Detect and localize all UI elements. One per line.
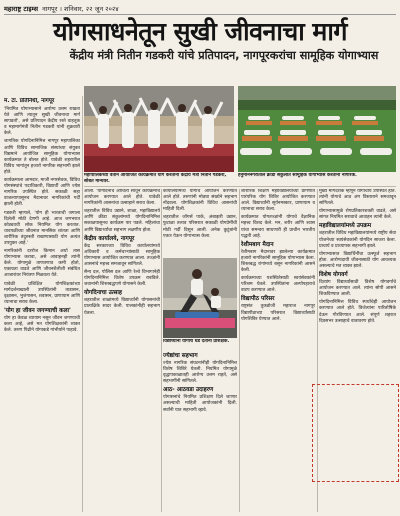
- dateline: नागपूर । शनिवार, २२ जून २०२४: [42, 4, 119, 13]
- article-column-4: [241, 189, 315, 512]
- article-paragraph: योग हा केवळ व्यायाम नसून जीवन जगण्याची कला आहे, असे मत योगशिक्षकांनी व्यक्त केले. तरुण पिढीने योगाकडे गांभीर्याने पाहावे.: [4, 315, 80, 334]
- article-paragraph: शहरातील शाळांमध्ये विद्यार्थ्यांनी योगासनांची प्रात्यक्षिके सादर केली. पालकांनीही सहभाग घेतला.: [84, 298, 160, 316]
- article-paragraph: मुख्य मार्गदर्शक म्हणून योगाचार्य उपस्थित होते. त्यांनी योगाचे आठ अंग विस्ताराने समजावून सांगितले.: [319, 189, 396, 207]
- article-column-3-top: [163, 189, 237, 257]
- article-paragraph: कार्यक्रमात योगतज्ज्ञांनी योगाचे वैज्ञानिक महत्त्व विशद केले. मन, शरीर आणि श्वास यांचा समन्वय साधणारी ही प्राचीन भारतीय पद्धती आहे.: [241, 215, 315, 239]
- article-paragraph: आली. 'योगदिनाचे औचित्य साधून कार्यक्रमाचे आयोजन करण्यात आले होते. यावेळी नागरिकांनी आसनांचा उत्साहाने सराव केला.: [84, 189, 160, 207]
- photo-caption: हनुमाननगरातील क्रीडा संकुलात सामूहिक योगाभ्यास करताना नागरिक.: [238, 173, 357, 178]
- photo-mass-yoga: [238, 86, 396, 172]
- photo-yoga-stage: [84, 86, 234, 172]
- column-divider: [239, 189, 240, 512]
- article-paragraph: शहरातील विविध महाविद्यालयांमध्ये राष्ट्रीय सेवा योजनेच्या स्वयंसेवकांनी योगदिन साजरा केला. प्राचार्य व प्राध्यापक सहभागी झाले.: [319, 231, 396, 249]
- article-subheading: विद्यापीठ परिसर: [241, 296, 275, 303]
- article-subheading: महाविद्यालयांमध्ये उपक्रम: [319, 223, 372, 230]
- article-paragraph: दिव्यांग विद्यार्थ्यांसाठी विशेष योगवर्गाचे आयोजन करण्यात आले. त्यांना सोपी आसने शिकविण्यात आली.: [319, 280, 396, 298]
- article-paragraph: योगासनांचे नियमित प्रशिक्षण दिले जाणार असल्याची माहिती आयोजकांनी दिली. सर्वांनी यात सहभागी व्हावे.: [163, 395, 237, 413]
- photo-student-yoga: [163, 258, 237, 338]
- column-divider: [161, 189, 162, 512]
- article-paragraph: नागरिकांनी दररोज किमान अर्धा तास योगाभ्यास करावा, असे आवाहनही त्यांनी केले. योगामुळे ताणतणाव कमी होतो, एकाग्रता वाढते आणि जीवनशैलीशी संबंधित आजारांवर नियंत्रण मिळवता येते.: [4, 249, 80, 279]
- article-paragraph: ज्येष्ठ नागरिक संघटनांनीही योगदिनानिमित्त विशेष शिबिरे घेतली. नियमित योगामुळे वृद्धापकाळातही आरोग्य उत्तम राहते, असे सहभागींनी सांगितले.: [163, 361, 237, 385]
- article-subheading: रेशीमबाग मैदान: [241, 241, 274, 248]
- paper-name: महाराष्ट्र टाइम्स: [4, 4, 39, 13]
- article-paragraph: योगाभ्यासामुळे रोगप्रतिकारशक्ती वाढते, असे सांगत नियमित सरावाचे आवाहन त्यांनी केले.: [319, 209, 396, 221]
- article-paragraph: केंद्र सरकारच्या विविध कार्यालयांमध्ये अधिकारी व कर्मचाऱ्यांसाठी सामूहिक योगाभ्यास आयोजित करण्यात आला. तज्ज्ञांनी आसनांचे महत्त्व समजावून सांगितले.: [84, 243, 160, 267]
- article-column-1: [4, 98, 80, 512]
- article-paragraph: 'नियमित योगाभ्यासाने आरोग्य उत्तम राखता येते आणि त्यातून सुखी जीवनाचा मार्ग सापडतो', असे प्रतिपादन केंद्रीय रस्ते वाहतूक व महामार्गमंत्री नितीन गडकरी यांनी शुक्रवारी केले.: [4, 107, 80, 137]
- article-paragraph: कार्यक्रमाला आमदार, माजी नगरसेवक, विविध योगसंस्थांचे पदाधिकारी, विद्यार्थी आणि ज्येष्ठ नागरिक उपस्थित होते. सकाळी सहा वाजल्यापासूनच मैदानावर नागरिकांची गर्दी झाली होती.: [4, 178, 80, 208]
- photo-caption: महापालिकेच्या वतीने आयोजित कार्यक्रमात योग करताना केंद्रीय मंत्री नितीन गडकरी, सोबत मान्यवर.: [84, 173, 227, 184]
- article-paragraph: योगाभ्यासात विद्यार्थिनींचा उत्स्फूर्त सहभाग होता. आरोग्यदायी जीवनासाठी योग आवश्यक असल्याचे मत व्यक्त झाले.: [319, 251, 396, 269]
- article-subheading: ज्येष्ठांचा सहभाग: [163, 353, 198, 359]
- article-paragraph: रेशीमबाग मैदानावर झालेल्या कार्यक्रमात हजारो नागरिकांनी सामूहिक योगाभ्यास केला. शिस्तबद्ध रांगांमध्ये बसून नागरिकांनी आसने केली.: [241, 249, 315, 274]
- article-paragraph: यावेळी प्रशिक्षित योगशिक्षकांच्या मार्गदर्शनाखाली उपस्थितांनी ताडासन, वृक्षासन, भुजंगासन, शवासन, प्राणायाम आणि ध्यानाचा सराव केला.: [4, 281, 80, 305]
- column-divider: [82, 96, 83, 512]
- article-paragraph: कार्यालयामध्ये योगाचे आयोजन करण्यात आले होते. तरुणांनी मोठ्या संख्येने सहभाग नोंदवला. योगशिक्षकांनी विविध आसनांची माहिती दिली.: [163, 189, 237, 213]
- article-paragraph: राष्ट्रसंत तुकडोजी महाराज नागपूर विद्यापीठाच्या परिसरात विद्यार्थ्यांसाठी योगशिबिर घेण्यात आले.: [241, 304, 315, 322]
- article-subheading: योगदिनाचा उत्साह: [84, 290, 122, 297]
- article-column-5: [319, 189, 396, 512]
- photo-caption: विद्यार्थ्यांना योगाचे धडे देताना प्रशिक्षक.: [163, 339, 230, 344]
- article-column-3-bottom: [163, 352, 237, 512]
- section-divider: [84, 186, 396, 187]
- article-paragraph: जागतिक योगदिनानिमित्त नागपूर महापालिका आणि विविध सामाजिक संस्थांच्या संयुक्त विद्यमाने आयोजित सामूहिक योगाभ्यास कार्यक्रमात ते बोलत होते. यावेळी शहरातील विविध भागांतून हजारो नागरिक सहभागी झाले होते.: [4, 139, 80, 175]
- column-divider: [317, 189, 318, 512]
- article-paragraph: शहरातील जॉगर्स पार्क, अंबाझरी उद्यान, फुटाळा तलाव परिसरात सकाळी योगप्रेमींची मोठी गर्दी दिसून आली. अनेक कुटुंबांनी एकत्र येऊन योगाभ्यास केला.: [163, 215, 237, 239]
- article-paragraph: शारीरिक शिक्षण महाविद्यालयाच्या प्रांगणात पारंपरिक योग शिबिर आयोजित करण्यात आले. विद्यार्थ्यांनी सूर्यनमस्कार, प्राणायाम व ध्यानाचा सराव केला.: [241, 189, 315, 213]
- article-paragraph: कार्यक्रमाच्या यशस्वितेसाठी स्वयंसेवकांनी परिश्रम घेतले. उपस्थितांना अल्पोपहाराचे वाटप करण्यात आले.: [241, 276, 315, 294]
- article-subheading: आठ- आठवडा उदाहरण: [163, 387, 214, 394]
- article-paragraph: गडकरी म्हणाले, 'योग ही भारताची जगाला दिलेली मोठी देणगी आहे. आज जगभरात कोट्यवधी लोक नियमित योग करतात. धावपळीच्या जीवनात मानसिक शांतता आणि शारीरिक तंदुरुस्ती राखण्यासाठी योग अत्यंत उपयुक्त आहे.': [4, 210, 80, 246]
- article-subheading: केंद्रीय कार्यालये, नागपूर: [84, 235, 135, 242]
- subheadline: केंद्रीय मंत्री नितीन गडकरी यांचे प्रतिपादन, नागपूरकरांचा सामूहिक योगाभ्यास: [69, 49, 379, 62]
- article-paragraph: योगदिनानिमित्त विविध स्पर्धांचेही आयोजन करण्यात आले होते. विजेत्यांना पारितोषिके देऊन गौरविण्यात आले. संपूर्ण शहरात दिवसभर उत्साहाचे वातावरण होते.: [319, 300, 396, 324]
- article-paragraph: सैन्य दल, पोलिस दल आणि रेल्वे विभागानेही योगदिनानिमित्त विशेष उपक्रम राबविले. जवानांनी शिस्तबद्धपणे योगासने केली.: [84, 270, 160, 288]
- article-subheading: 'योग हा जीवन जगण्याची कला': [4, 307, 71, 314]
- article-column-2: [84, 189, 160, 512]
- headline: योगसाधनेतून सुखी जीवनाचा मार्ग: [53, 17, 347, 46]
- article-paragraph: शहरातील विविध उद्याने, शाळा, महाविद्यालये आणि क्रीडा संकुलांमध्ये योगदिनानिमित्त सकाळपासूनच कार्यक्रम पार पडले. महिलांचा आणि विद्यार्थ्यांचा सहभाग लक्षणीय होता.: [84, 209, 160, 233]
- byline: म. टा. प्रतिनिधी, नागपूर: [4, 98, 55, 104]
- article-subheading: विशेष योगवर्ग: [319, 272, 348, 279]
